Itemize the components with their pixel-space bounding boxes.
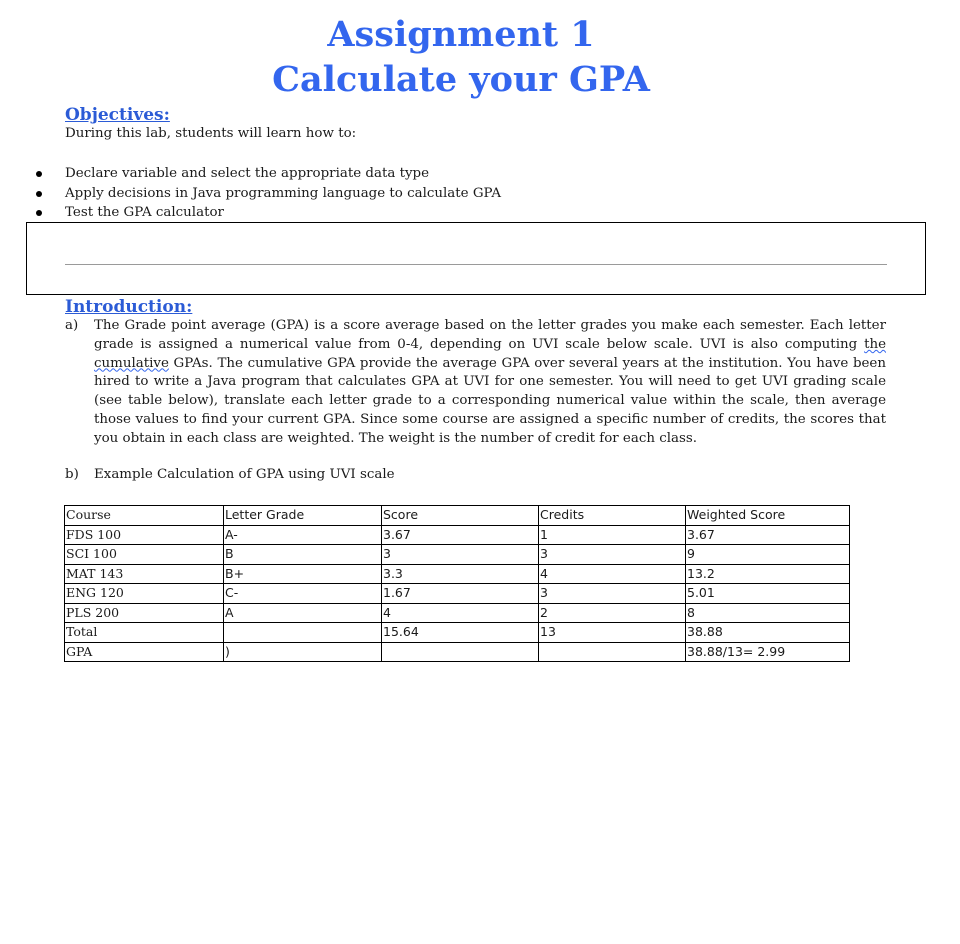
- table-cell: 38.88: [686, 623, 850, 643]
- table-cell: 1: [539, 525, 686, 545]
- table-row: [65, 525, 850, 545]
- table-row: [65, 584, 850, 604]
- table-cell: 3.67: [686, 525, 850, 545]
- table-cell: C-: [224, 584, 382, 604]
- table-cell: ENG 120: [65, 584, 224, 604]
- bullet-icon: [36, 171, 42, 177]
- bullet-icon: [36, 191, 42, 197]
- table-cell: Total: [65, 623, 224, 643]
- header-cell: Score: [382, 506, 539, 526]
- table-cell: 3.3: [382, 564, 539, 584]
- header-cell: Credits: [539, 506, 686, 526]
- table-cell: 2: [539, 603, 686, 623]
- horizontal-rule: [65, 264, 887, 265]
- bordered-box: [26, 222, 926, 295]
- table-cell: GPA: [65, 642, 224, 662]
- table-cell: 3: [382, 545, 539, 565]
- header-cell: Weighted Score: [686, 506, 850, 526]
- table-cell: B+: [224, 564, 382, 584]
- header-cell: Letter Grade: [224, 506, 382, 526]
- table-row: [65, 603, 850, 623]
- table-cell: A: [224, 603, 382, 623]
- table-cell: 1.67: [382, 584, 539, 604]
- introduction-paragraph: The Grade point average (GPA) is a score average based on the letter grades you make each semester. Each letter grade is assigned a numerical value from 0-4, depending on UVI scale below scale. UVI is also computing the cumulative GPAs. The cumulative GPA provide the average GPA over several years at the institution. You have been hired to write a Java program that calculates GPA at UVI for one semester. You will need to get UVI grading scale (see table below), translate each letter grade to a corresponding numerical value within the scale, then average those values to find your current GPA. Since some course are assigned a specific number of credits, the scores that you obtain in each class are weighted. The weight is the number of credit for each class.: [94, 318, 886, 446]
- table-cell: 4: [382, 603, 539, 623]
- table-cell: MAT 143: [65, 564, 224, 584]
- table-cell: B: [224, 545, 382, 565]
- table-cell: 3.67: [382, 525, 539, 545]
- objectives-heading: Objectives:: [65, 105, 170, 125]
- table-cell: 4: [539, 564, 686, 584]
- assignment-title: Assignment 1: [327, 14, 595, 55]
- table-row: [65, 623, 850, 643]
- table-row: [65, 564, 850, 584]
- table-cell: [224, 623, 382, 643]
- item-b-label: b): [65, 467, 79, 482]
- table-cell: PLS 200: [65, 603, 224, 623]
- table-cell: [382, 642, 539, 662]
- table-cell: 13: [539, 623, 686, 643]
- table-cell: 13.2: [686, 564, 850, 584]
- table-cell: [539, 642, 686, 662]
- table-header-row: [65, 506, 850, 526]
- spellcheck-underline: the cumulative: [94, 336, 886, 371]
- table-cell: FDS 100: [65, 525, 224, 545]
- example-caption: Example Calculation of GPA using UVI scale: [94, 467, 395, 482]
- table-cell: 3: [539, 584, 686, 604]
- table-row: [65, 545, 850, 565]
- table-cell: ): [224, 642, 382, 662]
- table-cell: 15.64: [382, 623, 539, 643]
- table-cell: SCI 100: [65, 545, 224, 565]
- table-cell: 8: [686, 603, 850, 623]
- table-cell: 5.01: [686, 584, 850, 604]
- table-row: [65, 642, 850, 662]
- introduction-heading: Introduction:: [65, 297, 193, 317]
- item-a-label: a): [65, 318, 79, 333]
- table-cell: A-: [224, 525, 382, 545]
- table-cell: 9: [686, 545, 850, 565]
- bullet-icon: [36, 210, 42, 216]
- table-cell: 3: [539, 545, 686, 565]
- gpa-table: [64, 505, 850, 662]
- table-cell: 38.88/13= 2.99: [686, 642, 850, 662]
- header-cell: Course: [65, 506, 224, 526]
- assignment-subtitle: Calculate your GPA: [272, 59, 650, 100]
- objectives-intro: During this lab, students will learn how to:: [65, 126, 357, 141]
